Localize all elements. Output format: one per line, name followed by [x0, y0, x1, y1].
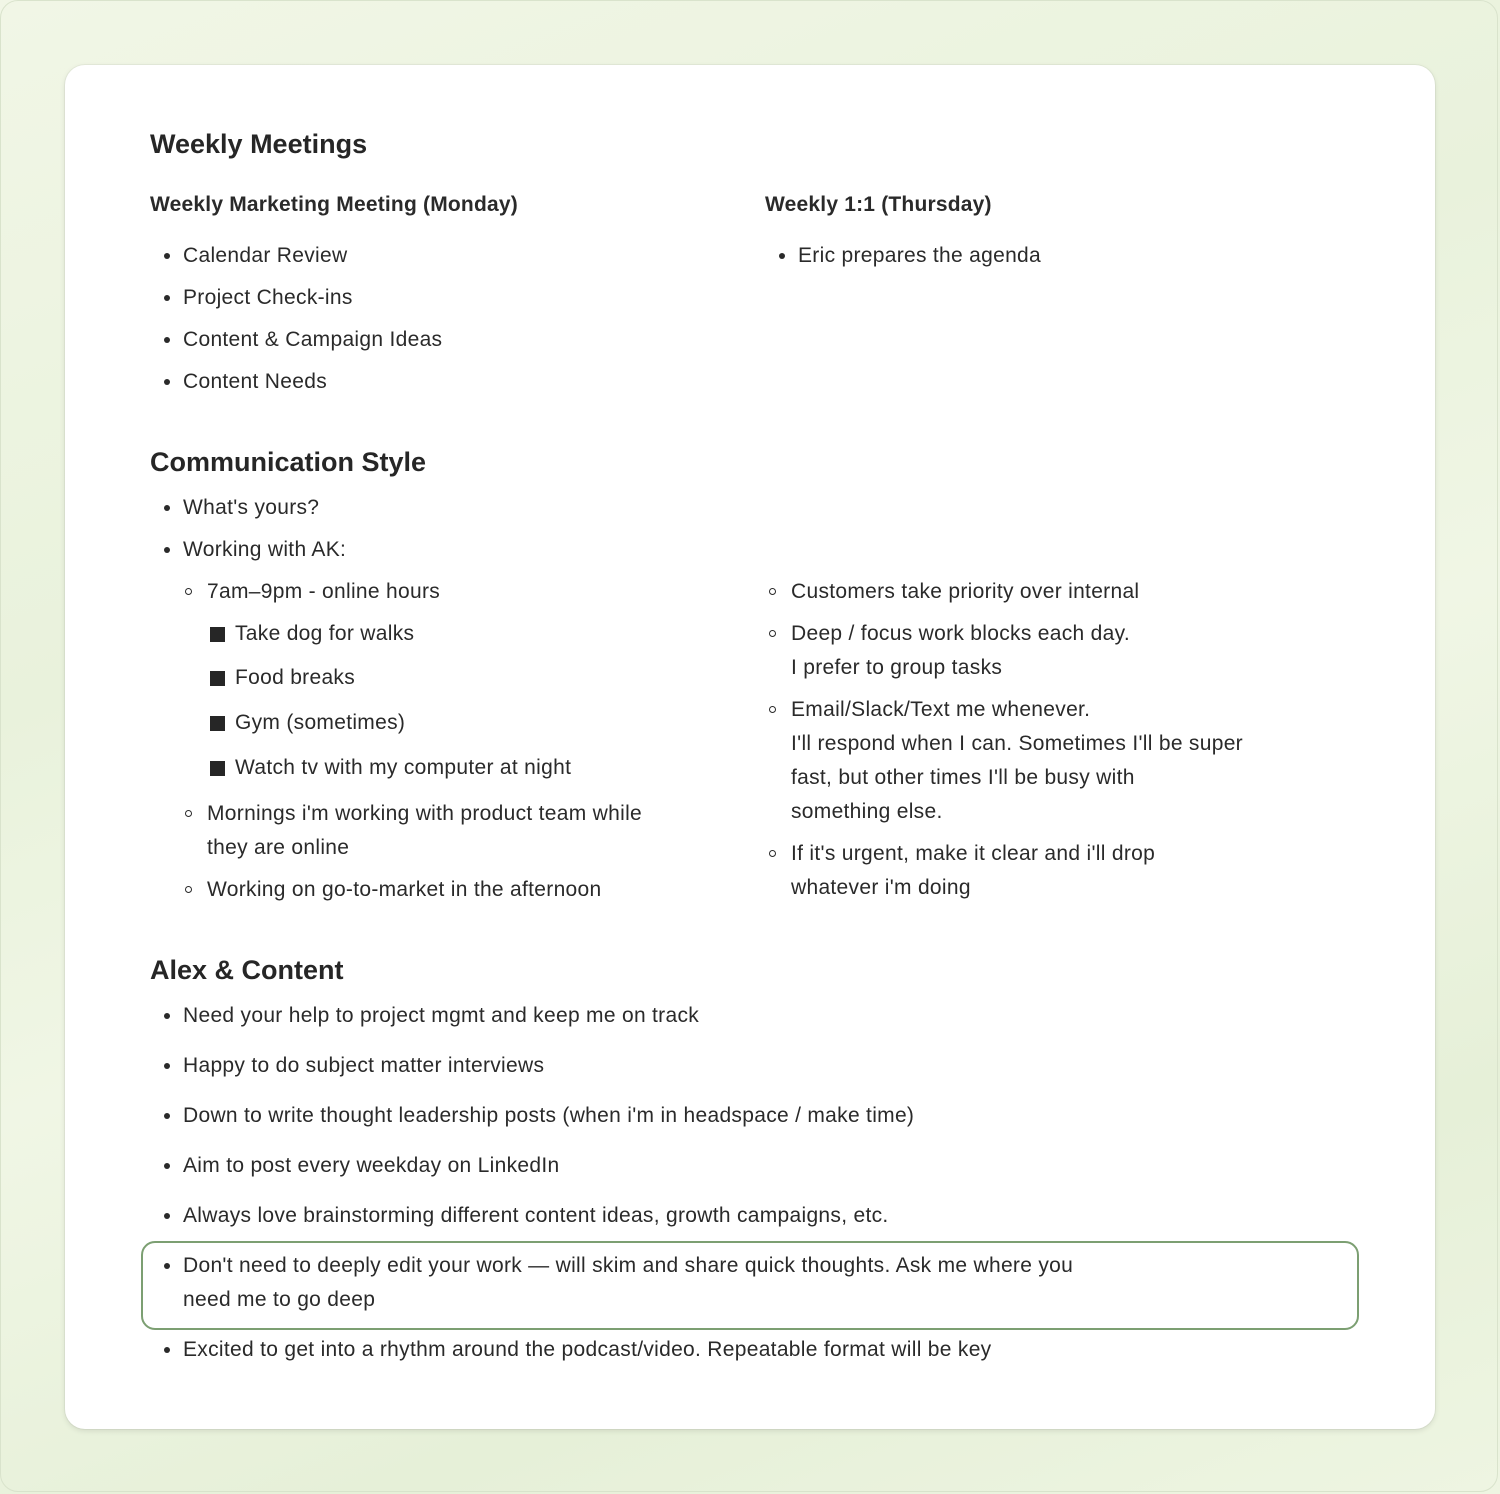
- list-item: Project Check-ins: [183, 281, 353, 315]
- sub-list-item: Email/Slack/Text me whenever.: [791, 693, 1090, 727]
- highlighted-list-item: Don't need to deeply edit your work — will skim and share quick thoughts. Ask me where you: [183, 1249, 1073, 1283]
- sub-list-item: Deep / focus work blocks each day.: [791, 617, 1130, 651]
- square-bullet-icon: [210, 627, 225, 642]
- square-bullet-icon: [210, 716, 225, 731]
- list-item: Content Needs: [183, 365, 327, 399]
- sub-list-item: If it's urgent, make it clear and i'll drop: [791, 837, 1155, 871]
- section-title-alex-content: Alex & Content: [150, 955, 344, 985]
- sub-list-item-continuation: whatever i'm doing: [791, 876, 971, 899]
- highlighted-list-item-continuation: need me to go deep: [183, 1288, 376, 1311]
- list-item: Calendar Review: [183, 239, 347, 273]
- square-bullet-icon: [210, 761, 225, 776]
- list-item: Always love brainstorming different content ideas, growth campaigns, etc.: [183, 1199, 889, 1233]
- section-title-communication-style: Communication Style: [150, 447, 427, 477]
- list-item: Down to write thought leadership posts (when i'm in headspace / make time): [183, 1099, 914, 1133]
- list-item: Happy to do subject matter interviews: [183, 1049, 544, 1083]
- list-item: Aim to post every weekday on LinkedIn: [183, 1149, 559, 1183]
- list-item: Content & Campaign Ideas: [183, 323, 442, 357]
- one-on-one-heading: Weekly 1:1 (Thursday): [765, 193, 992, 216]
- list-item: Working with AK:: [183, 533, 346, 567]
- nested-list-item: Gym (sometimes): [235, 711, 406, 734]
- sub-list-item-continuation: I'll respond when I can. Sometimes I'll be super: [791, 732, 1243, 755]
- list-item: Eric prepares the agenda: [798, 239, 1041, 273]
- section-title-weekly-meetings: Weekly Meetings: [150, 129, 368, 159]
- sub-list-item: Working on go-to-market in the afternoon: [207, 873, 601, 907]
- sub-list-item: 7am–9pm - online hours: [207, 575, 440, 609]
- list-item: Excited to get into a rhythm around the podcast/video. Repeatable format will be key: [183, 1333, 991, 1367]
- list-item: What's yours?: [183, 491, 319, 525]
- nested-list-item: Watch tv with my computer at night: [235, 756, 572, 779]
- square-bullet-icon: [210, 671, 225, 686]
- sub-list-item: Mornings i'm working with product team while: [207, 797, 642, 831]
- sub-list-item-continuation: fast, but other times I'll be busy with: [791, 766, 1135, 789]
- sub-list-item: Customers take priority over internal: [791, 575, 1139, 609]
- marketing-meeting-heading: Weekly Marketing Meeting (Monday): [150, 193, 518, 216]
- nested-list-item: Food breaks: [235, 666, 356, 689]
- nested-list-item: Take dog for walks: [235, 622, 415, 645]
- list-item: Need your help to project mgmt and keep me on track: [183, 999, 699, 1033]
- sub-list-item-continuation: something else.: [791, 800, 943, 823]
- sub-list-item-continuation: I prefer to group tasks: [791, 656, 1003, 679]
- sub-list-item-continuation: they are online: [207, 836, 350, 859]
